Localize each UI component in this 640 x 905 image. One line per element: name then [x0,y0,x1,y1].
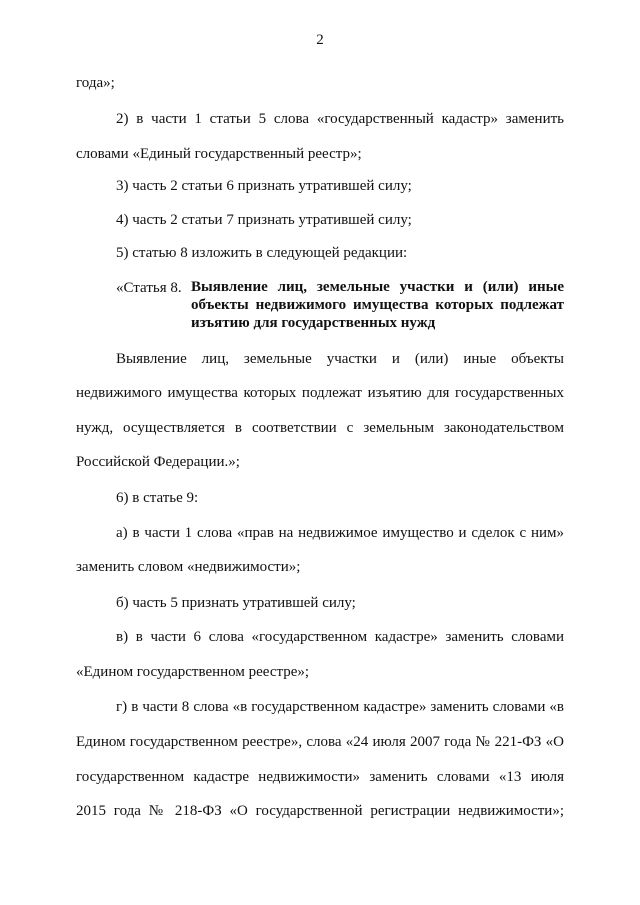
text-line: 6) в статье 9: [116,490,199,506]
text-line: 4) часть 2 статьи 7 признать утратившей силу; [116,212,412,228]
page-number: 2 [316,32,324,48]
text-line: 2) в части 1 статьи 5 слова «государственный кадастр» заменить [116,111,564,127]
article-title-line: изъятию для государственных нужд [191,315,436,331]
text-line: государственном кадастре недвижимости» заменить словами «13 июля [76,769,564,785]
text-line: а) в части 1 слова «прав на недвижимое имущество и сделок с ним» [116,525,564,541]
text-line: в) в части 6 слова «государственном кадастре» заменить словами [116,629,564,645]
text-line: Выявление лиц, земельные участки и (или) иные объекты [116,351,564,367]
text-line: заменить словом «недвижимости»; [76,559,301,575]
text-line: недвижимого имущества которых подлежат изъятию для государственных [76,385,564,401]
text-line: 3) часть 2 статьи 6 признать утратившей силу; [116,178,412,194]
text-line: «Едином государственном реестре»; [76,664,310,680]
article-title-line: Выявление лиц, земельные участки и (или) иные [191,279,564,295]
text-line: 2015 года № 218-ФЗ «О государственной регистрации недвижимости»; [76,803,564,819]
text-line: года»; [76,75,115,91]
text-line: г) в части 8 слова «в государственном кадастре» заменить словами «в [116,699,564,715]
text-line: Едином государственном реестре», слова «24 июля 2007 года № 221-ФЗ «О [76,734,564,750]
text-line: 5) статью 8 изложить в следующей редакции: [116,245,408,261]
article-label: «Статья 8. [116,280,182,296]
text-line: словами «Единый государственный реестр»; [76,146,362,162]
text-line: Российской Федерации.»; [76,454,240,470]
article-title-line: объекты недвижимого имущества которых подлежат [191,297,564,313]
text-line: б) часть 5 признать утратившей силу; [116,595,356,611]
text-line: нужд, осуществляется в соответствии с земельным законодательством [76,420,564,436]
